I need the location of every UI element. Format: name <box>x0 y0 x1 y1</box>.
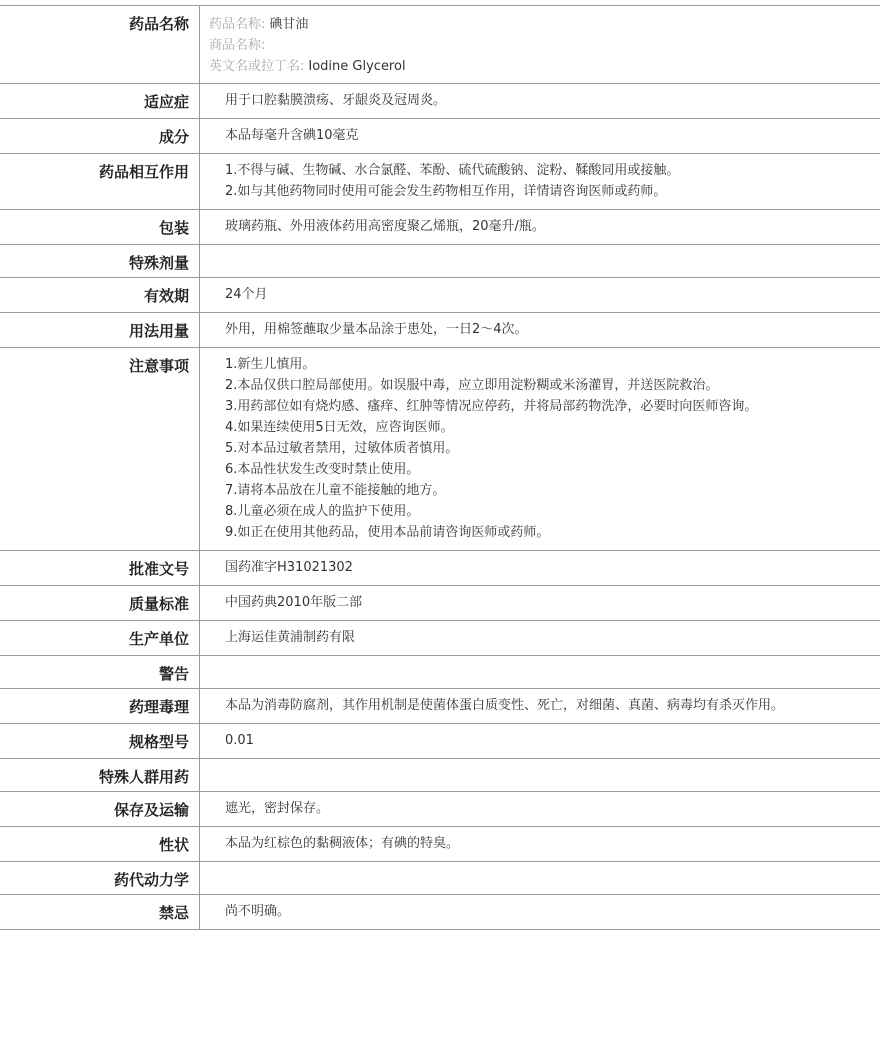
value-line: 7.请将本品放在儿童不能接触的地方。 <box>225 483 446 498</box>
row-label: 药代动力学 <box>0 862 200 894</box>
value-line: 5.对本品过敏者禁用，过敏体质者慎用。 <box>225 441 459 456</box>
row-value <box>200 6 880 83</box>
value-line: 24个月 <box>225 287 268 302</box>
row-value <box>200 827 880 861</box>
row-label: 禁忌 <box>0 895 200 929</box>
trade-name-line <box>209 35 870 56</box>
row-label: 批准文号 <box>0 551 200 585</box>
row-value <box>200 348 880 550</box>
row-value <box>200 759 880 791</box>
info-row <box>0 154 880 210</box>
info-row <box>0 724 880 759</box>
value-line: 2.如与其他药物同时使用可能会发生药物相互作用，详情请咨询医师或药师。 <box>225 184 667 199</box>
row-value <box>200 895 880 929</box>
value-line: 本品为消毒防腐剂，其作用机制是使菌体蛋白质变性、死亡，对细菌、真菌、病毒均有杀灭作用。 <box>225 698 785 713</box>
info-row <box>0 827 880 862</box>
row-value <box>200 278 880 312</box>
info-row <box>0 210 880 245</box>
info-row <box>0 551 880 586</box>
value-line: 1.新生儿慎用。 <box>225 357 316 372</box>
info-rows <box>0 84 880 930</box>
value-line: 4.如果连续使用5日无效，应咨询医师。 <box>225 420 454 435</box>
row-label: 注意事项 <box>0 348 200 550</box>
row-value <box>200 551 880 585</box>
row-label: 适应症 <box>0 84 200 118</box>
trade-name-key: 商品名称: <box>209 38 266 53</box>
row-value <box>200 154 880 209</box>
info-row <box>0 895 880 930</box>
value-line: 遮光，密封保存。 <box>225 801 330 816</box>
value-line: 用于口腔黏膜溃疡、牙龈炎及冠周炎。 <box>225 93 447 108</box>
row-label: 质量标准 <box>0 586 200 620</box>
value-line: 6.本品性状发生改变时禁止使用。 <box>225 462 420 477</box>
value-line: 2.本品仅供口腔局部使用。如误服中毒，应立即用淀粉糊或米汤灌胃，并送医院救治。 <box>225 378 719 393</box>
info-row <box>0 119 880 154</box>
row-value <box>200 862 880 894</box>
row-label: 药理毒理 <box>0 689 200 723</box>
info-row <box>0 656 880 689</box>
row-value <box>200 313 880 347</box>
row-label: 生产单位 <box>0 621 200 655</box>
info-row <box>0 689 880 724</box>
value-line: 玻璃药瓶、外用液体药用高密度聚乙烯瓶，20毫升/瓶。 <box>225 219 545 234</box>
row-value <box>200 119 880 153</box>
info-row <box>0 84 880 119</box>
row-value <box>200 210 880 244</box>
info-row <box>0 278 880 313</box>
info-row <box>0 621 880 656</box>
row-value <box>200 792 880 826</box>
row-label: 药品相互作用 <box>0 154 200 209</box>
row-label: 用法用量 <box>0 313 200 347</box>
row-value <box>200 656 880 688</box>
row-value <box>200 689 880 723</box>
value-line: 3.用药部位如有烧灼感、瘙痒、红肿等情况应停药，并将局部药物洗净，必要时向医师咨询。 <box>225 399 758 414</box>
row-value <box>200 724 880 758</box>
value-line: 8.儿童必须在成人的监护下使用。 <box>225 504 420 519</box>
info-row <box>0 759 880 792</box>
row-label: 有效期 <box>0 278 200 312</box>
value-line: 9.如正在使用其他药品，使用本品前请咨询医师或药师。 <box>225 525 550 540</box>
generic-name-line <box>209 14 870 35</box>
generic-name-value: 碘甘油 <box>269 17 309 32</box>
value-line: 尚不明确。 <box>225 904 291 919</box>
english-name-line <box>209 56 870 77</box>
row-label: 性状 <box>0 827 200 861</box>
info-row <box>0 348 880 551</box>
value-line: 1.不得与碱、生物碱、水合氯醛、苯酚、硫代硫酸钠、淀粉、鞣酸同用或接触。 <box>225 163 680 178</box>
value-line: 国药准字H31021302 <box>225 560 353 575</box>
drug-info-table <box>0 5 880 930</box>
row-value <box>200 621 880 655</box>
row-value <box>200 84 880 118</box>
english-name-value: Iodine Glycerol <box>308 59 406 74</box>
row-label: 警告 <box>0 656 200 688</box>
value-line: 0.01 <box>225 733 254 748</box>
info-row <box>0 245 880 278</box>
row-value <box>200 245 880 277</box>
info-row <box>0 586 880 621</box>
row-label: 保存及运输 <box>0 792 200 826</box>
row-label: 特殊剂量 <box>0 245 200 277</box>
row-label: 成分 <box>0 119 200 153</box>
info-row <box>0 313 880 348</box>
value-line: 本品每毫升含碘10毫克 <box>225 128 359 143</box>
row-label: 包装 <box>0 210 200 244</box>
row-value <box>200 586 880 620</box>
value-line: 外用，用棉签蘸取少量本品涂于患处，一日2～4次。 <box>225 322 528 337</box>
info-row <box>0 792 880 827</box>
row-label: 规格型号 <box>0 724 200 758</box>
english-name-key: 英文名或拉丁名: <box>209 59 305 74</box>
row-drug-name <box>0 5 880 84</box>
value-line: 本品为红棕色的黏稠液体；有碘的特臭。 <box>225 836 460 851</box>
generic-name-key: 药品名称: <box>209 17 266 32</box>
row-label: 药品名称 <box>0 6 200 83</box>
value-line: 中国药典2010年版二部 <box>225 595 363 610</box>
info-row <box>0 862 880 895</box>
value-line: 上海运佳黄浦制药有限 <box>225 630 356 645</box>
row-label: 特殊人群用药 <box>0 759 200 791</box>
